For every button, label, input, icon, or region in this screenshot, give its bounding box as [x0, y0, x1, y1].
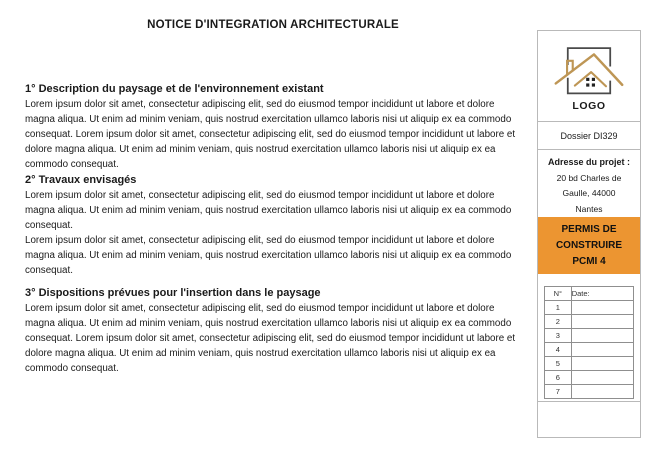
row-date [571, 301, 633, 315]
house-roof-icon [552, 41, 626, 99]
main-text-column [25, 19, 521, 376]
section-2-paragraph-1: Lorem ipsum dolor sit amet, consectetur adipiscing elit, sed do eiusmod tempor incididunt ut labore et dolore magna aliqua. Ut enim ad minim veniam, quis nostrud exercitation ullamco laboris nisi ut aliquip ex ea commodo consequat. [25, 190, 512, 231]
table-row [545, 371, 634, 385]
row-date [571, 385, 633, 399]
empty-signature-box [538, 401, 640, 437]
permit-line-1: PERMIS DE [561, 223, 617, 235]
section-dispositions [25, 287, 521, 376]
section-travaux [25, 174, 521, 278]
column-header-date: Date: [571, 287, 633, 301]
page-title: NOTICE D'INTEGRATION ARCHITECTURALE [147, 19, 399, 31]
table-row [545, 315, 634, 329]
address-line-2: Gaulle, 44000 [562, 188, 616, 198]
row-date [571, 315, 633, 329]
title-block-sidebar [537, 30, 641, 438]
section-3-heading: 3° Dispositions prévues pour l'insertion dans le paysage [25, 287, 321, 299]
address-line-1: 20 bd Charles de [556, 172, 622, 183]
row-date [571, 329, 633, 343]
table-row [545, 301, 634, 315]
permit-type-badge [538, 217, 640, 274]
logo-section [538, 31, 640, 121]
row-number: 2 [545, 315, 572, 329]
row-number: 6 [545, 371, 572, 385]
section-1-paragraph: Lorem ipsum dolor sit amet, consectetur adipiscing elit, sed do eiusmod tempor incididunt ut labore et dolore magna aliqua. Ut enim ad minim veniam, quis nostrud exercitation ullamco laboris nisi ut aliquip ex ea commodo consequat. Lorem ipsum dolor sit amet, consectetur adipiscing elit, sed do eiusmod tempor incididunt ut labore et dolore magna aliqua. Ut enim ad minim veniam, quis nostrud exercitation ullamco laboris nisi ut aliquip ex ea commodo consequat. [25, 99, 516, 170]
address-line-3: Nantes [575, 203, 603, 214]
revision-table-area [538, 274, 640, 401]
section-description [25, 83, 521, 172]
revision-table [544, 286, 634, 399]
table-row [545, 329, 634, 343]
row-date [571, 357, 633, 371]
project-address-label: Adresse du projet : [547, 157, 630, 167]
dossier-number: Dossier DI329 [538, 121, 640, 149]
row-date [571, 343, 633, 357]
table-header-row [545, 287, 634, 301]
row-date [571, 371, 633, 385]
row-number: 1 [545, 301, 572, 315]
section-2-paragraph-2: Lorem ipsum dolor sit amet, consectetur adipiscing elit, sed do eiusmod tempor incididunt ut labore et dolore magna aliqua. Ut enim ad minim veniam, quis nostrud exercitation ullamco laboris nisi ut aliquip ex ea commodo consequat. [25, 235, 512, 276]
table-row [545, 385, 634, 399]
section-2-heading: 2° Travaux envisagés [25, 174, 137, 186]
table-row [545, 357, 634, 371]
permit-line-2: CONSTRUIRE [555, 239, 623, 251]
row-number: 4 [545, 343, 572, 357]
row-number: 5 [545, 357, 572, 371]
section-1-heading: 1° Description du paysage et de l'environnement existant [25, 83, 324, 95]
logo-label: LOGO [572, 99, 606, 112]
table-row [545, 343, 634, 357]
project-address [538, 149, 640, 217]
row-number: 3 [545, 329, 572, 343]
section-3-paragraph: Lorem ipsum dolor sit amet, consectetur adipiscing elit, sed do eiusmod tempor incididunt ut labore et dolore magna aliqua. Ut enim ad minim veniam, quis nostrud exercitation ullamco laboris nisi ut aliquip ex ea commodo consequat. Lorem ipsum dolor sit amet, consectetur adipiscing elit, sed do eiusmod tempor incididunt ut labore et dolore magna aliqua. Ut enim ad minim veniam, quis nostrud exercitation ullamco laboris nisi ut aliquip ex ea commodo consequat. [25, 303, 516, 374]
permit-line-3: PCMI 4 [572, 255, 606, 267]
column-header-num: N° [545, 287, 572, 301]
row-number: 7 [545, 385, 572, 399]
